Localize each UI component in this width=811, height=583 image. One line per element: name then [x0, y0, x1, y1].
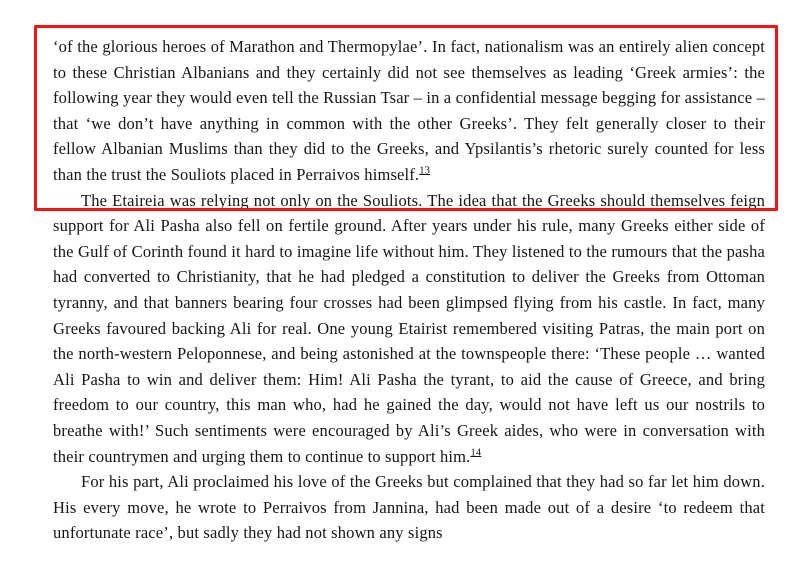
text-column: [53, 34, 765, 546]
paragraph-etaireia: [53, 188, 765, 470]
footnote-marker-14[interactable]: 14: [470, 447, 482, 458]
paragraph-text: ‘of the glorious heroes of Marathon and Thermopylae’. In fact, nationalism was an entirely alien concept to these Christian Albanians and they certainly did not see themselves as leading ‘Greek armies’: the following year they would even tell the Russian Tsar – in a confidential message begging for assistance – that ‘we don’t have anything in common with the other Greeks’. They felt generally closer to their fellow Albanian Muslims than they did to the Greeks, and Ypsilantis’s rhetoric surely counted for less than the trust the Souliots placed in Perraivos himself.: [53, 37, 765, 184]
footnote-marker-13[interactable]: 13: [419, 165, 431, 177]
paragraph-souliots: [53, 34, 765, 188]
paragraph-text: For his part, Ali proclaimed his love of the Greeks but complained that they had so far let him down. His every move, he wrote to Perraivos from Jannina, had been made out of a desire ‘to redeem that unfortunate race’, but sadly they had not shown any signs: [53, 472, 765, 543]
paragraph-text: The Etaireia was relying not only on the Souliots. The idea that the Greeks should themselves feign support for Ali Pasha also fell on fertile ground. After years under his rule, many Greeks either side of the Gulf of Corinth found it hard to imagine life without him. They listened to the rumours that the pasha had converted to Christianity, that he had pledged a constitution to deliver the Greeks from Ottoman tyranny, and that banners bearing four crosses had been glimpsed flying from his castle. In fact, many Greeks favoured backing Ali for real. One young Etairist remembered visiting Patras, the main port on the north-western Peloponnese, and being astonished at the townspeople there: ‘These people … wanted Ali Pasha to win and deliver them: Him! Ali Pasha the tyrant, to aid the cause of Greece, and bring freedom to our country, this man who, had he gained the day, would not have left us our nostrils to breathe with!’ Such sentiments were encouraged by Ali’s Greek aides, who were in conversation with their countrymen and urging them to continue to support him.: [53, 190, 765, 466]
paragraph-ali: [53, 469, 765, 546]
